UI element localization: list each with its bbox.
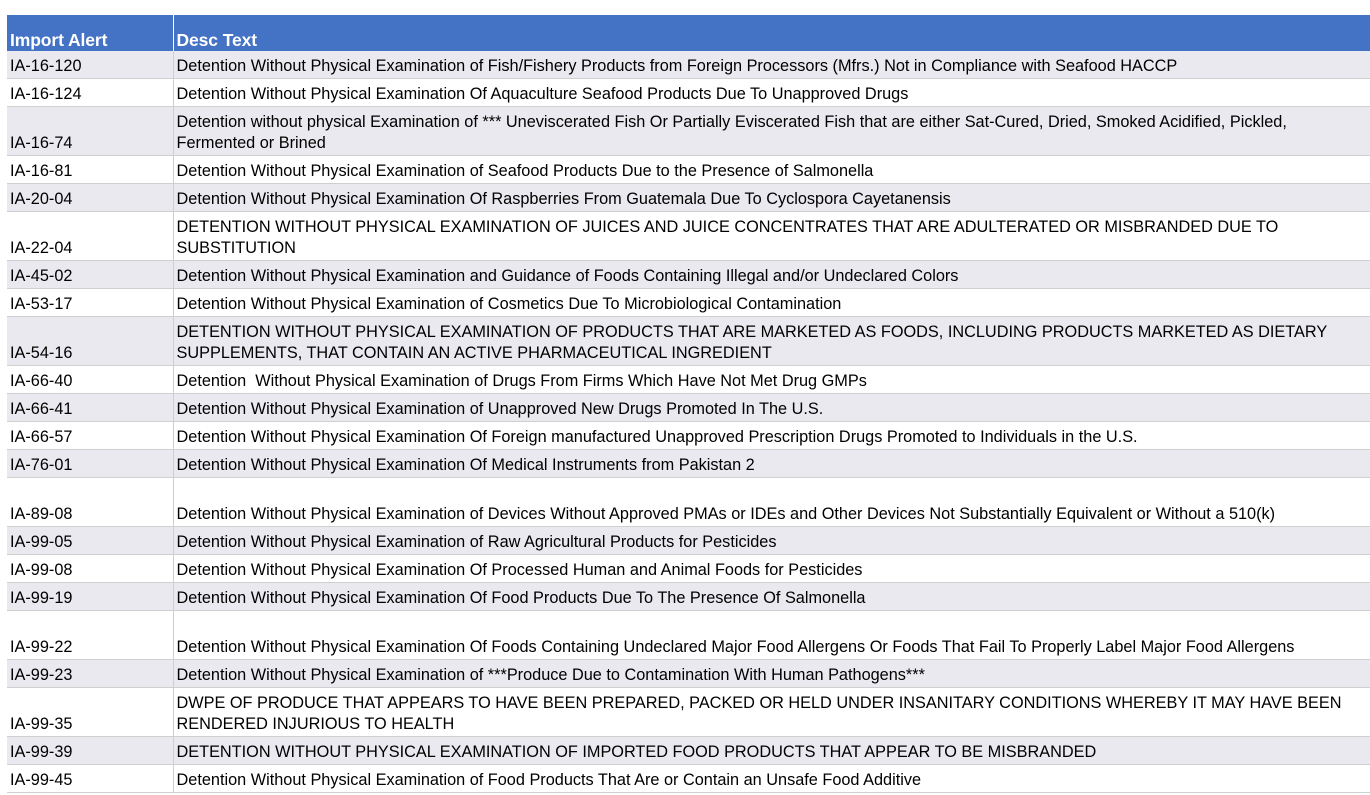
table-row	[7, 289, 1370, 317]
import-alert-cell[interactable]: IA-76-01	[7, 450, 173, 478]
desc-text-cell[interactable]: Detention Without Physical Examination Of Raspberries From Guatemala Due To Cyclospora Cayetanensis	[173, 184, 1370, 212]
desc-text-cell[interactable]: DETENTION WITHOUT PHYSICAL EXAMINATION OF PRODUCTS THAT ARE MARKETED AS FOODS, INCLUDING PRODUCTS MARKETED AS DIETARY SUPPLEMENTS, THAT CONTAIN AN ACTIVE PHARMACEUTICAL INGREDIENT	[173, 317, 1370, 366]
desc-text-cell[interactable]: DETENTION WITHOUT PHYSICAL EXAMINATION OF JUICES AND JUICE CONCENTRATES THAT ARE ADULTERATED OR MISBRANDED DUE TO SUBSTITUTION	[173, 212, 1370, 261]
import-alert-cell[interactable]: IA-99-39	[7, 737, 173, 765]
table-row	[7, 366, 1370, 394]
table-row	[7, 422, 1370, 450]
desc-text-cell[interactable]: Detention Without Physical Examination of Devices Without Approved PMAs or IDEs and Other Devices Not Substantially Equivalent or Without a 510(k)	[173, 478, 1370, 527]
import-alert-cell[interactable]: IA-54-16	[7, 317, 173, 366]
table-row	[7, 394, 1370, 422]
table-row	[7, 527, 1370, 555]
desc-text-cell[interactable]: Detention Without Physical Examination of Raw Agricultural Products for Pesticides	[173, 527, 1370, 555]
import-alert-cell[interactable]: IA-20-04	[7, 184, 173, 212]
desc-text-cell[interactable]: Detention Without Physical Examination of Cosmetics Due To Microbiological Contamination	[173, 289, 1370, 317]
desc-text-cell[interactable]: Detention without physical Examination of *** Uneviscerated Fish Or Partially Eviscerated Fish that are either Sat-Cured, Dried, Smoked Acidified, Pickled, Fermented or Brined	[173, 107, 1370, 156]
table-row	[7, 583, 1370, 611]
import-alert-cell[interactable]: IA-99-05	[7, 527, 173, 555]
table-row	[7, 478, 1370, 527]
desc-text-cell[interactable]: Detention Without Physical Examination of ***Produce Due to Contamination With Human Pathogens***	[173, 660, 1370, 688]
desc-text-cell[interactable]: Detention Without Physical Examination Of Foreign manufactured Unapproved Prescription Drugs Promoted to Individuals in the U.S.	[173, 422, 1370, 450]
table-row	[7, 317, 1370, 366]
table-row	[7, 212, 1370, 261]
import-alert-cell[interactable]: IA-66-41	[7, 394, 173, 422]
import-alert-cell[interactable]: IA-99-35	[7, 688, 173, 737]
import-alert-cell[interactable]: IA-22-04	[7, 212, 173, 261]
import-alert-cell[interactable]: IA-16-74	[7, 107, 173, 156]
table-row	[7, 660, 1370, 688]
desc-text-cell[interactable]: DETENTION WITHOUT PHYSICAL EXAMINATION OF IMPORTED FOOD PRODUCTS THAT APPEAR TO BE MISBRANDED	[173, 737, 1370, 765]
desc-text-cell[interactable]: Detention Without Physical Examination Of Medical Instruments from Pakistan 2	[173, 450, 1370, 478]
import-alert-cell[interactable]: IA-89-08	[7, 478, 173, 527]
import-alert-cell[interactable]: IA-45-02	[7, 261, 173, 289]
import-alert-cell[interactable]: IA-16-120	[7, 51, 173, 79]
desc-text-cell[interactable]: Detention Without Physical Examination Of Processed Human and Animal Foods for Pesticides	[173, 555, 1370, 583]
import-alert-cell[interactable]: IA-99-22	[7, 611, 173, 660]
desc-text-cell[interactable]: Detention Without Physical Examination of Unapproved New Drugs Promoted In The U.S.	[173, 394, 1370, 422]
desc-text-cell[interactable]: Detention Without Physical Examination Of Food Products Due To The Presence Of Salmonella	[173, 583, 1370, 611]
table-row	[7, 737, 1370, 765]
table-row	[7, 51, 1370, 79]
table-row	[7, 261, 1370, 289]
header-import-alert[interactable]: Import Alert	[7, 15, 173, 51]
import-alert-cell[interactable]: IA-99-19	[7, 583, 173, 611]
import-alert-cell[interactable]: IA-16-81	[7, 156, 173, 184]
desc-text-cell[interactable]: Detention Without Physical Examination of Seafood Products Due to the Presence of Salmonella	[173, 156, 1370, 184]
import-alert-cell[interactable]: IA-99-23	[7, 660, 173, 688]
desc-text-cell[interactable]: Detention Without Physical Examination Of Aquaculture Seafood Products Due To Unapproved Drugs	[173, 79, 1370, 107]
desc-text-cell[interactable]: Detention Without Physical Examination of Drugs From Firms Which Have Not Met Drug GMPs	[173, 366, 1370, 394]
desc-text-cell[interactable]: DWPE OF PRODUCE THAT APPEARS TO HAVE BEEN PREPARED, PACKED OR HELD UNDER INSANITARY CONDITIONS WHEREBY IT MAY HAVE BEEN RENDERED INJURIOUS TO HEALTH	[173, 688, 1370, 737]
table-row	[7, 450, 1370, 478]
table-row	[7, 555, 1370, 583]
table-row	[7, 107, 1370, 156]
desc-text-cell[interactable]: Detention Without Physical Examination of Food Products That Are or Contain an Unsafe Food Additive	[173, 765, 1370, 793]
spreadsheet-sheet	[7, 15, 1370, 793]
import-alert-cell[interactable]: IA-53-17	[7, 289, 173, 317]
desc-text-cell[interactable]: Detention Without Physical Examination and Guidance of Foods Containing Illegal and/or Undeclared Colors	[173, 261, 1370, 289]
table-row	[7, 611, 1370, 660]
import-alerts-table	[7, 15, 1370, 793]
table-row	[7, 688, 1370, 737]
import-alert-cell[interactable]: IA-99-08	[7, 555, 173, 583]
table-row	[7, 765, 1370, 793]
import-alert-cell[interactable]: IA-99-45	[7, 765, 173, 793]
table-row	[7, 184, 1370, 212]
table-row	[7, 79, 1370, 107]
table-row	[7, 156, 1370, 184]
desc-text-cell[interactable]: Detention Without Physical Examination Of Foods Containing Undeclared Major Food Allergens Or Foods That Fail To Properly Label Major Food Allergens	[173, 611, 1370, 660]
import-alert-cell[interactable]: IA-66-57	[7, 422, 173, 450]
header-desc-text[interactable]: Desc Text	[173, 15, 1370, 51]
import-alert-cell[interactable]: IA-66-40	[7, 366, 173, 394]
header-row	[7, 15, 1370, 51]
import-alert-cell[interactable]: IA-16-124	[7, 79, 173, 107]
desc-text-cell[interactable]: Detention Without Physical Examination of Fish/Fishery Products from Foreign Processors (Mfrs.) Not in Compliance with Seafood HACCP	[173, 51, 1370, 79]
